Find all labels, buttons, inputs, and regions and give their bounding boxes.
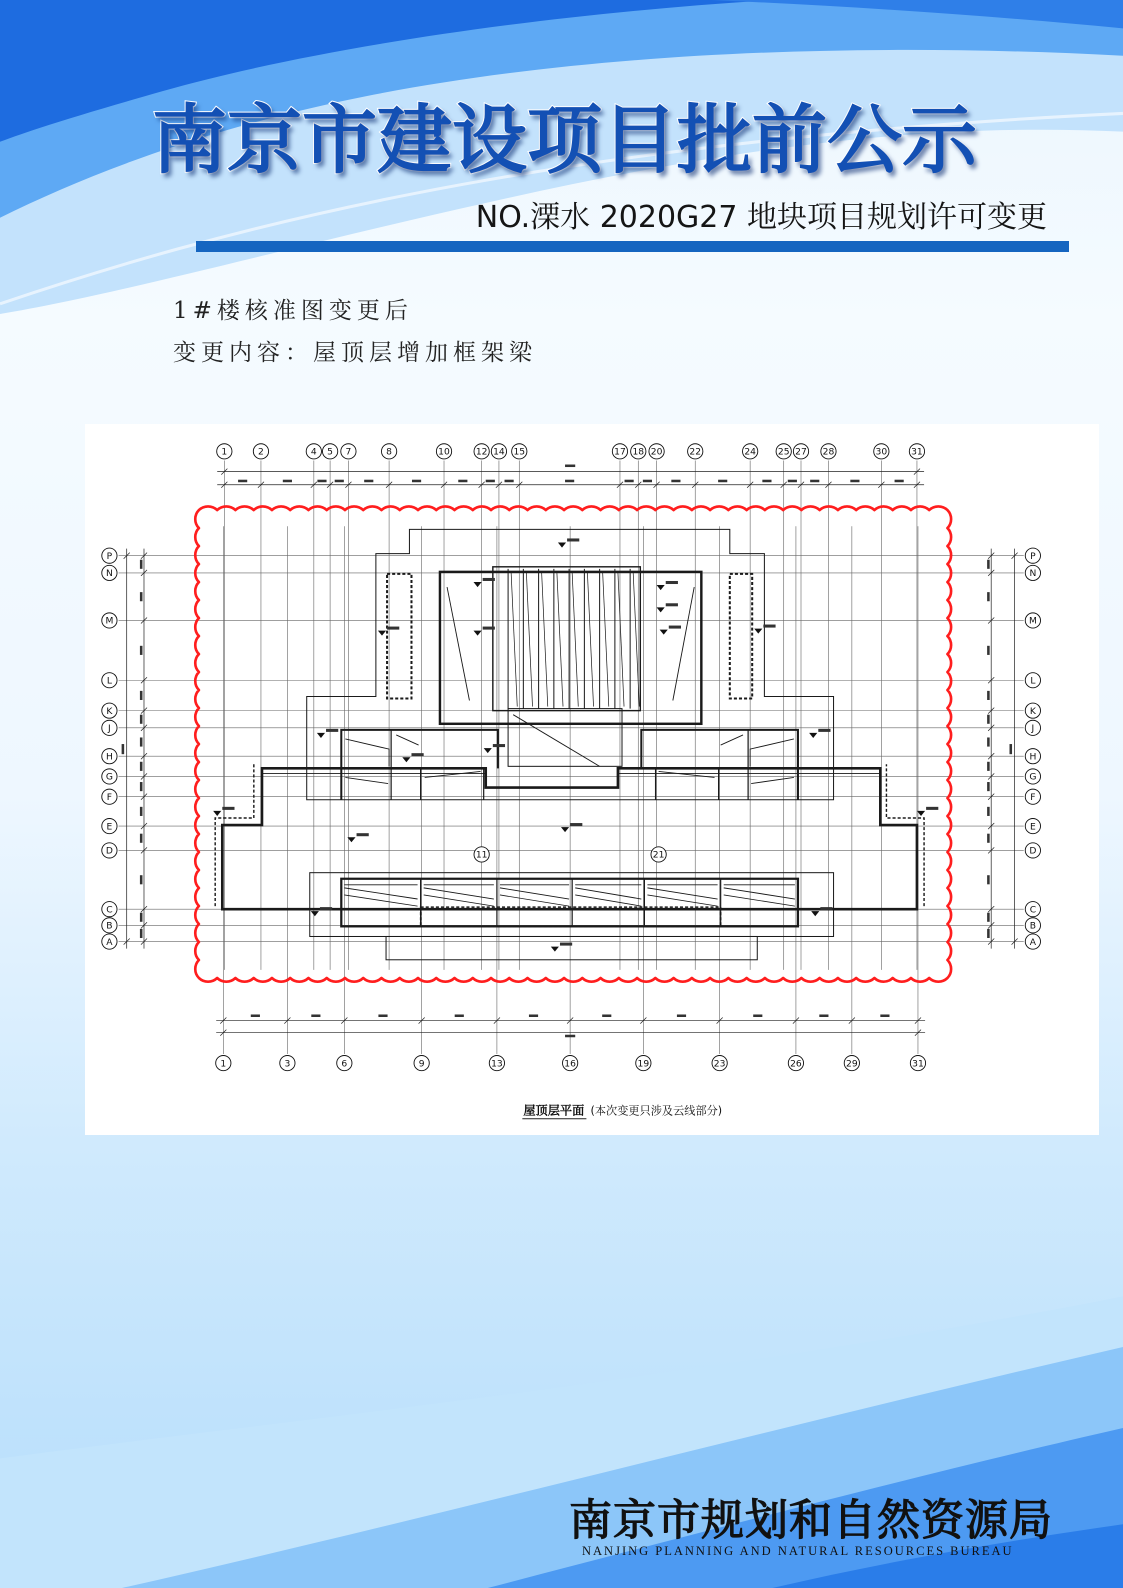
dimension-text-mark (987, 737, 990, 746)
lower-room-slope (500, 888, 569, 899)
axis-bubble-label: 5 (327, 447, 334, 458)
axis-bubble-top (793, 444, 808, 459)
axis-bubble-top (909, 444, 924, 459)
dimension-text-mark (718, 480, 727, 483)
elevation-marker-triangle (657, 585, 665, 590)
axis-bubble-top (341, 444, 356, 459)
dimension-text-mark (819, 1014, 828, 1017)
dimension-text-mark (987, 715, 990, 724)
axis-bubble-left (102, 720, 117, 735)
roof-slab-outline (222, 768, 917, 909)
axis-bubble-label: 26 (790, 1059, 802, 1070)
dimension-text-mark (140, 646, 143, 655)
elevation-marker-text-mark (818, 729, 830, 732)
elevation-marker (561, 823, 582, 832)
axis-bubble-right (1025, 703, 1040, 718)
wing-room-outline (341, 730, 498, 800)
elevation-marker (378, 627, 399, 636)
axis-bubble-label: 4 (310, 447, 317, 458)
elevation-marker (917, 807, 938, 816)
dimension-text-mark (140, 875, 143, 884)
axis-bubble-right (1025, 565, 1040, 580)
dimension-text-mark (140, 807, 143, 816)
dimension-text-mark (880, 1014, 889, 1017)
axis-bubble-label: 3 (284, 1059, 291, 1070)
elevation-marker-text-mark (666, 581, 678, 584)
dimension-text-mark (238, 480, 247, 483)
elevation-marker-text-mark (222, 807, 234, 810)
stair-slope-line (526, 573, 532, 707)
dimension-text-mark (317, 480, 326, 483)
lower-room-slope (500, 895, 569, 906)
axis-bubble-label: 18 (632, 447, 645, 458)
drawing-panel (85, 424, 1099, 1135)
content-line-change: 变更内容：屋顶层增加框架梁 (173, 340, 537, 366)
dimension-text-mark (140, 715, 143, 724)
elevation-marker-triangle (317, 733, 325, 738)
axis-bubble-bottom (414, 1055, 429, 1070)
building-outline (215, 529, 924, 959)
axis-bubble-label: G (105, 772, 113, 783)
axis-bubble-right (1025, 843, 1040, 858)
elevation-marker-triangle (402, 757, 410, 762)
elevation-marker-triangle (558, 543, 566, 548)
axis-bubble-label: 9 (418, 1059, 425, 1070)
dimension-text-marks (122, 465, 1012, 1038)
axis-bubble-right (1025, 818, 1040, 833)
dimension-text-mark (529, 1014, 538, 1017)
axis-bubble-bottom (489, 1055, 504, 1070)
lower-core-block (508, 709, 622, 767)
axis-bubble-top (217, 444, 232, 459)
axis-bubble-label: K (106, 706, 113, 717)
dimension-text-mark (412, 480, 421, 483)
axis-bubble-left (102, 673, 117, 688)
axis-bubble-label: 8 (386, 447, 393, 458)
elevation-marker (474, 627, 495, 636)
dimension-text-mark (1009, 744, 1012, 754)
elevation-marker-triangle (561, 827, 569, 832)
dimension-text-mark (140, 691, 143, 700)
axis-bubble-label: N (1029, 569, 1037, 580)
dimension-text-mark (283, 480, 292, 483)
axis-bubble-label: 7 (345, 447, 352, 458)
dimension-text-mark (753, 1014, 762, 1017)
axis-bubble-top (306, 444, 321, 459)
dimension-text-mark (251, 1014, 260, 1017)
axis-bubble-right (1025, 673, 1040, 688)
axis-bubble-label: C (106, 905, 113, 916)
axis-bubble-top (436, 444, 451, 459)
axis-bubble-label: 17 (614, 447, 626, 458)
axis-bubble-right (1025, 613, 1040, 628)
dimension-text-mark (335, 480, 344, 483)
axis-bubble-label: F (1030, 792, 1036, 803)
elevation-marker-triangle (551, 947, 559, 952)
dimension-text-mark (677, 1014, 686, 1017)
dimension-text-mark (788, 480, 797, 483)
axis-bubble-bottom (280, 1055, 295, 1070)
axis-bubble-label: 20 (650, 447, 663, 458)
dimension-text-mark (810, 480, 819, 483)
elevation-marker-text-mark (820, 907, 832, 910)
elevation-marker (347, 833, 368, 842)
axis-bubble-left (102, 843, 117, 858)
axis-bubble-label: D (105, 846, 113, 857)
stair-slope-line (511, 573, 517, 707)
dimension-text-mark (140, 913, 143, 922)
dimension-text-mark (565, 1035, 575, 1038)
axis-bubble-left (102, 613, 117, 628)
roof-floor-plan-drawing (85, 424, 1099, 1135)
elevation-marker (474, 578, 495, 587)
axis-bubble-label: 1 (221, 447, 228, 458)
axis-bubble-label: 29 (846, 1059, 858, 1070)
dimension-text-mark (987, 913, 990, 922)
wing-room-slope (750, 739, 794, 766)
axis-bubble-label: 27 (795, 447, 807, 458)
lower-room-slope (647, 888, 717, 899)
dimension-text-mark (458, 480, 467, 483)
elevation-marker-text-mark (483, 578, 495, 581)
axis-bubble-label: L (1030, 676, 1036, 687)
dimension-text-mark (987, 646, 990, 655)
axis-bubble-internal (474, 847, 489, 862)
footer-organization-cn: 南京市规划和自然资源局 (569, 1496, 1053, 1546)
axis-bubble-label: 10 (438, 447, 450, 458)
axis-bubble-internal (651, 847, 666, 862)
axis-bubble-left (102, 934, 117, 949)
stair-slope-line (603, 573, 609, 707)
axis-bubble-top (381, 444, 396, 459)
elevation-marker-triangle (484, 748, 492, 753)
axis-bubble-left (102, 565, 117, 580)
axis-bubble-label: 28 (822, 447, 835, 458)
elevation-marker-text-mark (326, 729, 338, 732)
axis-bubble-label: H (1029, 752, 1037, 763)
core-diagonal (447, 587, 469, 700)
axis-bubble-label: 14 (493, 447, 505, 458)
elevation-marker-text-mark (567, 538, 579, 541)
elevation-marker-text-mark (483, 627, 495, 630)
stair-slope-line (542, 573, 548, 707)
elevation-marker-text-mark (560, 943, 572, 946)
axis-bubble-label: J (108, 724, 111, 735)
stair-slope-line (557, 573, 563, 707)
dimension-text-mark (140, 762, 143, 771)
dimension-text-mark (987, 691, 990, 700)
dashed-room-right (730, 574, 752, 699)
dimension-text-mark (895, 480, 904, 483)
axis-bubble-right (1025, 720, 1040, 735)
lower-room-slope (575, 895, 641, 906)
axis-bubble-bottom (712, 1055, 727, 1070)
dimension-text-mark (987, 782, 990, 791)
stair-slope-line (618, 573, 624, 707)
elevation-markers (213, 538, 938, 951)
axis-bubble-bottom (337, 1055, 352, 1070)
axis-bubble-top (874, 444, 889, 459)
axis-bubble-label: 15 (513, 447, 526, 458)
elevation-marker-triangle (311, 911, 319, 916)
axis-bubble-right (1025, 789, 1040, 804)
axis-bubble-top (253, 444, 268, 459)
lower-room-slope (575, 888, 641, 899)
axis-bubble-top (688, 444, 703, 459)
lower-room-slope (344, 888, 417, 899)
dimension-text-mark (643, 480, 652, 483)
axis-bubble-left (102, 818, 117, 833)
axis-bubble-label: 21 (652, 850, 665, 861)
dimension-text-mark (455, 1014, 464, 1017)
axis-bubble-bottom (844, 1055, 859, 1070)
axis-bubble-right (1025, 749, 1040, 764)
elevation-marker (213, 807, 234, 816)
axis-bubble-label: 16 (564, 1059, 576, 1070)
axis-bubble-label: 23 (713, 1059, 726, 1070)
axis-bubble-right (1025, 918, 1040, 933)
drawing-caption-note: (本次变更只涉及云线部分) (590, 1104, 723, 1118)
axis-bubble-label: B (106, 921, 113, 932)
elevation-marker (551, 943, 572, 952)
elevation-marker-text-mark (763, 625, 775, 628)
lower-room-slope (647, 895, 717, 906)
axis-bubble-right (1025, 934, 1040, 949)
axis-bubble-label: 30 (875, 447, 888, 458)
axis-bubble-label: 1 (220, 1059, 227, 1070)
drawing-caption-title: 屋顶层平面 (523, 1103, 585, 1118)
wing-room-slope (345, 739, 389, 766)
elevation-marker (660, 626, 681, 635)
lower-rooms-outline (341, 879, 798, 927)
axis-bubble-label: B (1029, 921, 1037, 932)
axis-bubble-right (1025, 548, 1040, 563)
axis-bubble-right (1025, 769, 1040, 784)
dimension-text-mark (565, 465, 575, 468)
dimension-text-mark (987, 875, 990, 884)
dimension-text-mark (140, 782, 143, 791)
footer-organization-en: NANJING PLANNING AND NATURAL RESOURCES BUREAU (582, 1544, 1014, 1558)
lower-room-slope (724, 895, 795, 906)
elevation-marker (558, 538, 579, 547)
wing-room-slope (396, 735, 418, 745)
elevation-marker (657, 581, 678, 590)
axis-bubble-top (649, 444, 664, 459)
elevation-marker-text-mark (666, 603, 678, 606)
dimension-text-mark (762, 480, 771, 483)
axis-grid-lines (119, 460, 1024, 1054)
axis-bubble-label: P (106, 551, 113, 562)
elevation-marker-triangle (657, 607, 665, 612)
axis-bubble-left (102, 769, 117, 784)
dimension-text-mark (987, 762, 990, 771)
elevation-marker-triangle (809, 733, 817, 738)
axis-bubble-top (743, 444, 758, 459)
elevation-marker-text-mark (493, 744, 505, 747)
axis-bubble-right (1025, 902, 1040, 917)
axis-bubble-label: 22 (689, 447, 702, 458)
dimension-text-mark (987, 592, 990, 601)
lower-room-slope (424, 888, 494, 899)
dimension-text-mark (987, 560, 990, 569)
dashed-room-left (387, 574, 411, 699)
dimension-text-mark (625, 480, 634, 483)
dimension-text-mark (122, 744, 125, 754)
notice-number: NO.溧水 2020G27 地块项目规划许可变更 (475, 200, 1047, 235)
elevation-marker (809, 729, 830, 738)
dimension-text-mark (140, 737, 143, 746)
dimension-text-mark (486, 480, 495, 483)
axis-bubble-label: H (105, 752, 113, 763)
axis-bubble-label: 19 (637, 1059, 650, 1070)
parapet-line-right (886, 764, 924, 906)
axis-bubble-label: 13 (491, 1059, 503, 1070)
wing-room-slope (751, 777, 794, 783)
dimension-text-mark (987, 929, 990, 938)
wing-room-slope (721, 735, 743, 745)
axis-bubble-label: A (1029, 937, 1037, 948)
axis-bubble-label: L (106, 676, 112, 687)
dimension-text-mark (311, 1014, 320, 1017)
dimension-text-mark (364, 480, 373, 483)
elevation-marker-triangle (474, 582, 482, 587)
elevation-marker (484, 744, 505, 753)
elevation-marker-triangle (811, 911, 819, 916)
axis-bubble-top (491, 444, 506, 459)
axis-bubble-bottom (563, 1055, 578, 1070)
axis-bubble-label: 31 (912, 1059, 924, 1070)
axis-bubble-label: J (1031, 724, 1035, 735)
axis-bubble-label: M (1028, 616, 1037, 627)
dimension-text-mark (850, 480, 859, 483)
dimension-text-mark (140, 929, 143, 938)
axis-bubble-label: P (1030, 551, 1036, 562)
axis-bubble-label: C (1029, 905, 1037, 916)
title-underline-bar (196, 241, 1069, 252)
stair-block (493, 567, 640, 711)
lower-room-slope (344, 895, 417, 906)
lower-room-slope (724, 888, 795, 899)
axis-bubble-label: 24 (744, 447, 756, 458)
axis-bubble-bottom (216, 1055, 231, 1070)
axis-bubble-top (474, 444, 489, 459)
axis-bubble-label: 25 (777, 447, 790, 458)
elevation-marker-text-mark (926, 807, 938, 810)
axis-bubble-left (102, 749, 117, 764)
axis-bubbles (102, 444, 1041, 1071)
axis-bubble-label: N (105, 569, 113, 580)
dimension-text-mark (140, 592, 143, 601)
axis-bubble-bottom (788, 1055, 803, 1070)
axis-bubble-top (512, 444, 527, 459)
elevation-marker-text-mark (669, 626, 681, 629)
dimension-text-mark (987, 834, 990, 843)
page-title: 南京市建设项目批前公示 (151, 96, 977, 184)
axis-bubble-top (322, 444, 337, 459)
elevation-marker-triangle (378, 631, 386, 636)
dimension-text-mark (987, 807, 990, 816)
core-outline (440, 572, 701, 724)
axis-bubble-left (102, 902, 117, 917)
axis-bubble-bottom (636, 1055, 651, 1070)
axis-bubble-label: 11 (475, 850, 488, 861)
dimension-text-mark (140, 560, 143, 569)
dimension-text-mark (505, 480, 514, 483)
axis-bubble-label: G (1029, 772, 1037, 783)
axis-bubble-label: 31 (911, 447, 923, 458)
elevation-marker-triangle (474, 631, 482, 636)
elevation-marker-triangle (213, 811, 221, 816)
dimension-text-mark (671, 480, 680, 483)
axis-bubble-label: M (105, 616, 114, 627)
axis-bubble-label: E (1030, 822, 1036, 833)
axis-bubble-label: 6 (341, 1059, 348, 1070)
axis-bubble-bottom (910, 1055, 925, 1070)
axis-bubble-label: K (1029, 706, 1036, 717)
elevation-marker (317, 729, 338, 738)
axis-bubble-left (102, 789, 117, 804)
axis-bubble-label: A (106, 937, 113, 948)
elevation-marker-triangle (660, 630, 668, 635)
axis-bubble-label: D (1029, 846, 1037, 857)
axis-bubble-label: F (106, 792, 113, 803)
dimension-text-mark (378, 1014, 387, 1017)
content-line-building: 1#楼核准图变更后 (173, 298, 413, 324)
axis-bubble-top (776, 444, 791, 459)
wing-room-slope (345, 777, 388, 783)
axis-bubble-top (821, 444, 836, 459)
dimension-text-mark (140, 834, 143, 843)
dimension-lines (124, 469, 1018, 1036)
elevation-marker-text-mark (570, 823, 582, 826)
elevation-marker (657, 603, 678, 612)
elevation-marker-text-mark (320, 907, 332, 910)
stair-slope-line (572, 573, 578, 707)
dimension-text-mark (602, 1014, 611, 1017)
axis-bubble-top (612, 444, 627, 459)
elevation-marker-text-mark (357, 833, 369, 836)
elevation-marker (402, 753, 423, 762)
elevation-marker-triangle (754, 629, 762, 634)
axis-bubble-label: 2 (258, 447, 264, 458)
stair-slope-line (587, 573, 593, 707)
axis-bubble-label: 12 (475, 447, 488, 458)
lower-core-diagonal (513, 715, 599, 767)
axis-bubble-left (102, 703, 117, 718)
axis-bubble-label: E (106, 822, 113, 833)
lower-canopy-outline (386, 936, 757, 959)
axis-bubble-left (102, 548, 117, 563)
axis-bubble-left (102, 918, 117, 933)
axis-bubble-top (631, 444, 646, 459)
dimension-text-mark (565, 480, 574, 483)
lower-room-slope (424, 895, 494, 906)
elevation-marker-text-mark (387, 627, 399, 630)
elevation-marker-text-mark (411, 753, 423, 756)
